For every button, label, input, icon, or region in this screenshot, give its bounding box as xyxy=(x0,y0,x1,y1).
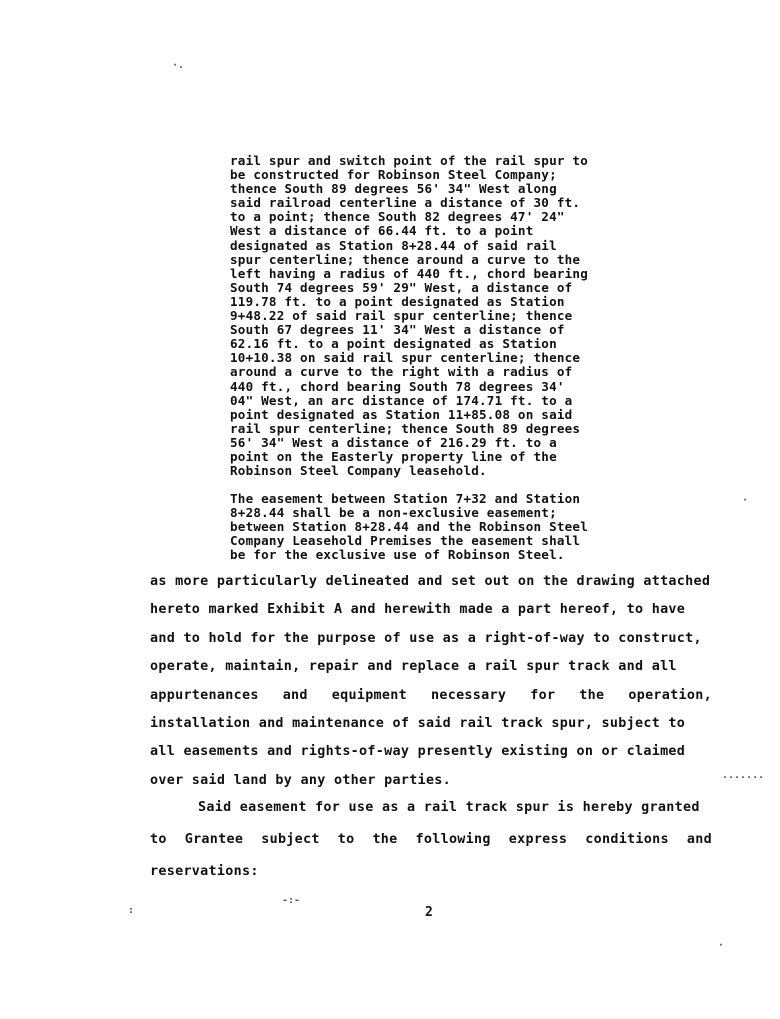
easement-line: 8+28.44 shall be a non-exclusive easement; xyxy=(230,505,557,521)
legal-description-line: 119.78 ft. to a point designated as Station xyxy=(230,293,565,309)
legal-description-line: 10+10.38 on said rail spur centerline; thence xyxy=(230,350,581,366)
grant-paragraph-line: to Grantee subject to the following express conditions and xyxy=(150,832,712,847)
legal-description-line: rail spur centerline; thence South 89 degrees xyxy=(230,420,581,436)
grant-paragraph-line: Said easement for use as a rail track spur is hereby granted xyxy=(198,800,700,815)
legal-description-line: point on the Easterly property line of the xyxy=(230,448,557,464)
legal-description-line: South 67 degrees 11' 34" West a distance of xyxy=(230,322,565,338)
scan-speck: · xyxy=(742,495,749,506)
legal-description-line: West a distance of 66.44 ft. to a point xyxy=(230,223,534,239)
legal-description-line: thence South 89 degrees 56' 34" West along xyxy=(230,181,557,197)
easement-line: between Station 8+28.44 and the Robinson Steel xyxy=(230,519,588,535)
legal-description-block xyxy=(230,154,630,478)
legal-description-line: be constructed for Robinson Steel Company; xyxy=(230,167,557,183)
legal-description-line: Robinson Steel Company leasehold. xyxy=(230,463,487,479)
legal-description-line: around a curve to the right with a radius of xyxy=(230,364,573,380)
legal-description-line: 56' 34" West a distance of 216.29 ft. to a xyxy=(230,434,557,450)
main-paragraph-line: all easements and rights-of-way presently existing on or claimed xyxy=(150,744,686,760)
legal-description-line: 62.16 ft. to a point designated as Station xyxy=(230,336,557,352)
easement-line: be for the exclusive use of Robinson Steel. xyxy=(230,547,565,563)
main-paragraph-line: over said land by any other parties. xyxy=(150,772,452,788)
easement-paragraph xyxy=(230,492,630,562)
main-paragraph-line: appurtenances and equipment necessary for the operation, xyxy=(150,687,712,703)
easement-line: Company Leasehold Premises the easement shall xyxy=(230,533,581,549)
legal-description-line: spur centerline; thence around a curve to the xyxy=(230,251,581,267)
easement-line: The easement between Station 7+32 and Station xyxy=(230,491,581,506)
legal-description-line: 9+48.22 of said rail spur centerline; thence xyxy=(230,308,573,324)
scan-speck: ·. xyxy=(172,60,185,71)
page-number: 2 xyxy=(425,905,433,920)
legal-description-line: rail spur and switch point of the rail spur to xyxy=(230,153,588,168)
main-paragraph-line: hereto marked Exhibit A and herewith made a part hereof, to have xyxy=(150,602,686,618)
scan-speck: ....... xyxy=(722,770,765,781)
scan-speck: · xyxy=(718,940,725,951)
legal-description-line: left having a radius of 440 ft., chord bearing xyxy=(230,265,588,281)
main-paragraph-line: as more particularly delineated and set out on the drawing attached xyxy=(150,574,711,589)
legal-description-line: to a point; thence South 82 degrees 47' 24" xyxy=(230,209,565,225)
legal-description-line: 440 ft., chord bearing South 78 degrees 34' xyxy=(230,378,565,394)
main-paragraph-line: operate, maintain, repair and replace a rail spur track and all xyxy=(150,659,677,675)
scan-speck: : xyxy=(128,905,135,916)
main-paragraph-line: and to hold for the purpose of use as a right-of-way to construct, xyxy=(150,630,702,646)
legal-description-line: 04" West, an arc distance of 174.71 ft. to a xyxy=(230,392,573,408)
legal-description-line: point designated as Station 11+85.08 on said xyxy=(230,406,573,422)
main-paragraph-line: installation and maintenance of said rail track spur, subject to xyxy=(150,716,686,731)
legal-description-line: said railroad centerline a distance of 30 ft. xyxy=(230,195,581,211)
legal-description-line: South 74 degrees 59' 29" West, a distance of xyxy=(230,279,573,295)
scan-speck: -:- xyxy=(282,895,301,906)
legal-description-line: designated as Station 8+28.44 of said rail xyxy=(230,237,557,253)
grant-paragraph-line: reservations: xyxy=(150,864,259,879)
